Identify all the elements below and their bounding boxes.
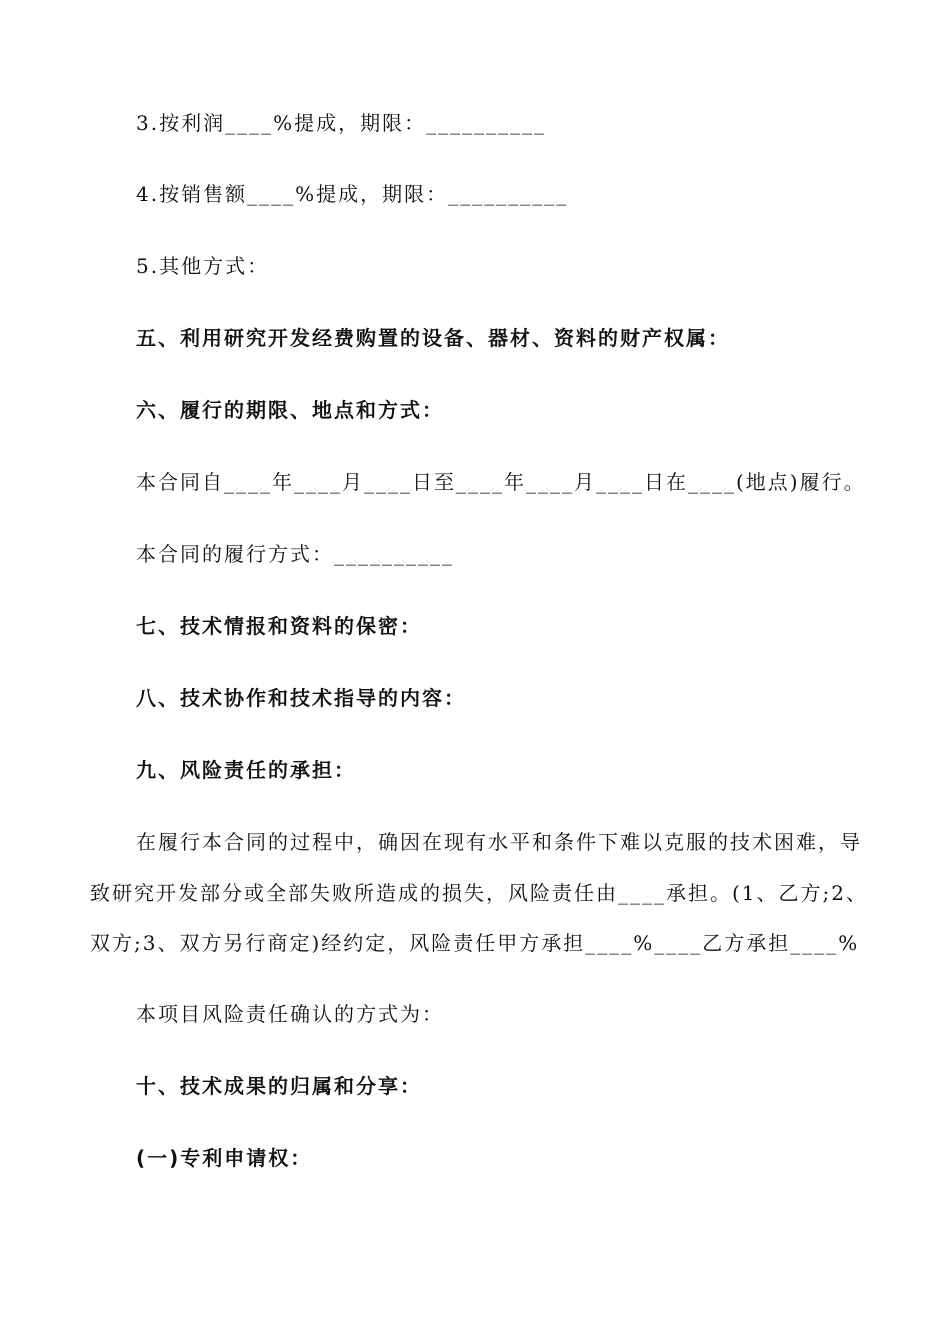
section-10-heading: 十、技术成果的归属和分享：	[136, 1074, 422, 1098]
item-5-other-methods: 5.其他方式：	[136, 254, 270, 278]
section-8-heading: 八、技术协作和技术指导的内容：	[136, 686, 466, 710]
section-6-heading: 六、履行的期限、地点和方式：	[136, 398, 444, 422]
section-7-heading: 七、技术情报和资料的保密：	[136, 614, 422, 638]
performance-method-text: 本合同的履行方式：__________	[136, 542, 454, 566]
performance-term-text: 本合同自____年____月____日至____年____月____日在____(地点)履行。	[136, 470, 866, 494]
risk-paragraph-line-3: 双方;3、双方另行商定)经约定，风险责任甲方承担____%____乙方承担____%	[90, 931, 860, 955]
risk-paragraph-line-1: 在履行本合同的过程中，确因在现有水平和条件下难以克服的技术困难，导	[136, 830, 862, 854]
item-3-profit-share: 3.按利润____%提成，期限：__________	[136, 111, 547, 135]
section-5-heading: 五、利用研究开发经费购置的设备、器材、资料的财产权属：	[136, 326, 730, 350]
risk-confirmation-text: 本项目风险责任确认的方式为：	[136, 1002, 444, 1026]
section-9-heading: 九、风险责任的承担：	[136, 758, 356, 782]
subsection-patent-heading: (一)专利申请权：	[136, 1146, 313, 1170]
item-4-sales-share: 4.按销售额____%提成，期限：__________	[136, 182, 569, 206]
risk-paragraph-line-2: 致研究开发部分或全部失败所造成的损失，风险责任由____承担。(1、乙方;2、	[90, 881, 868, 905]
